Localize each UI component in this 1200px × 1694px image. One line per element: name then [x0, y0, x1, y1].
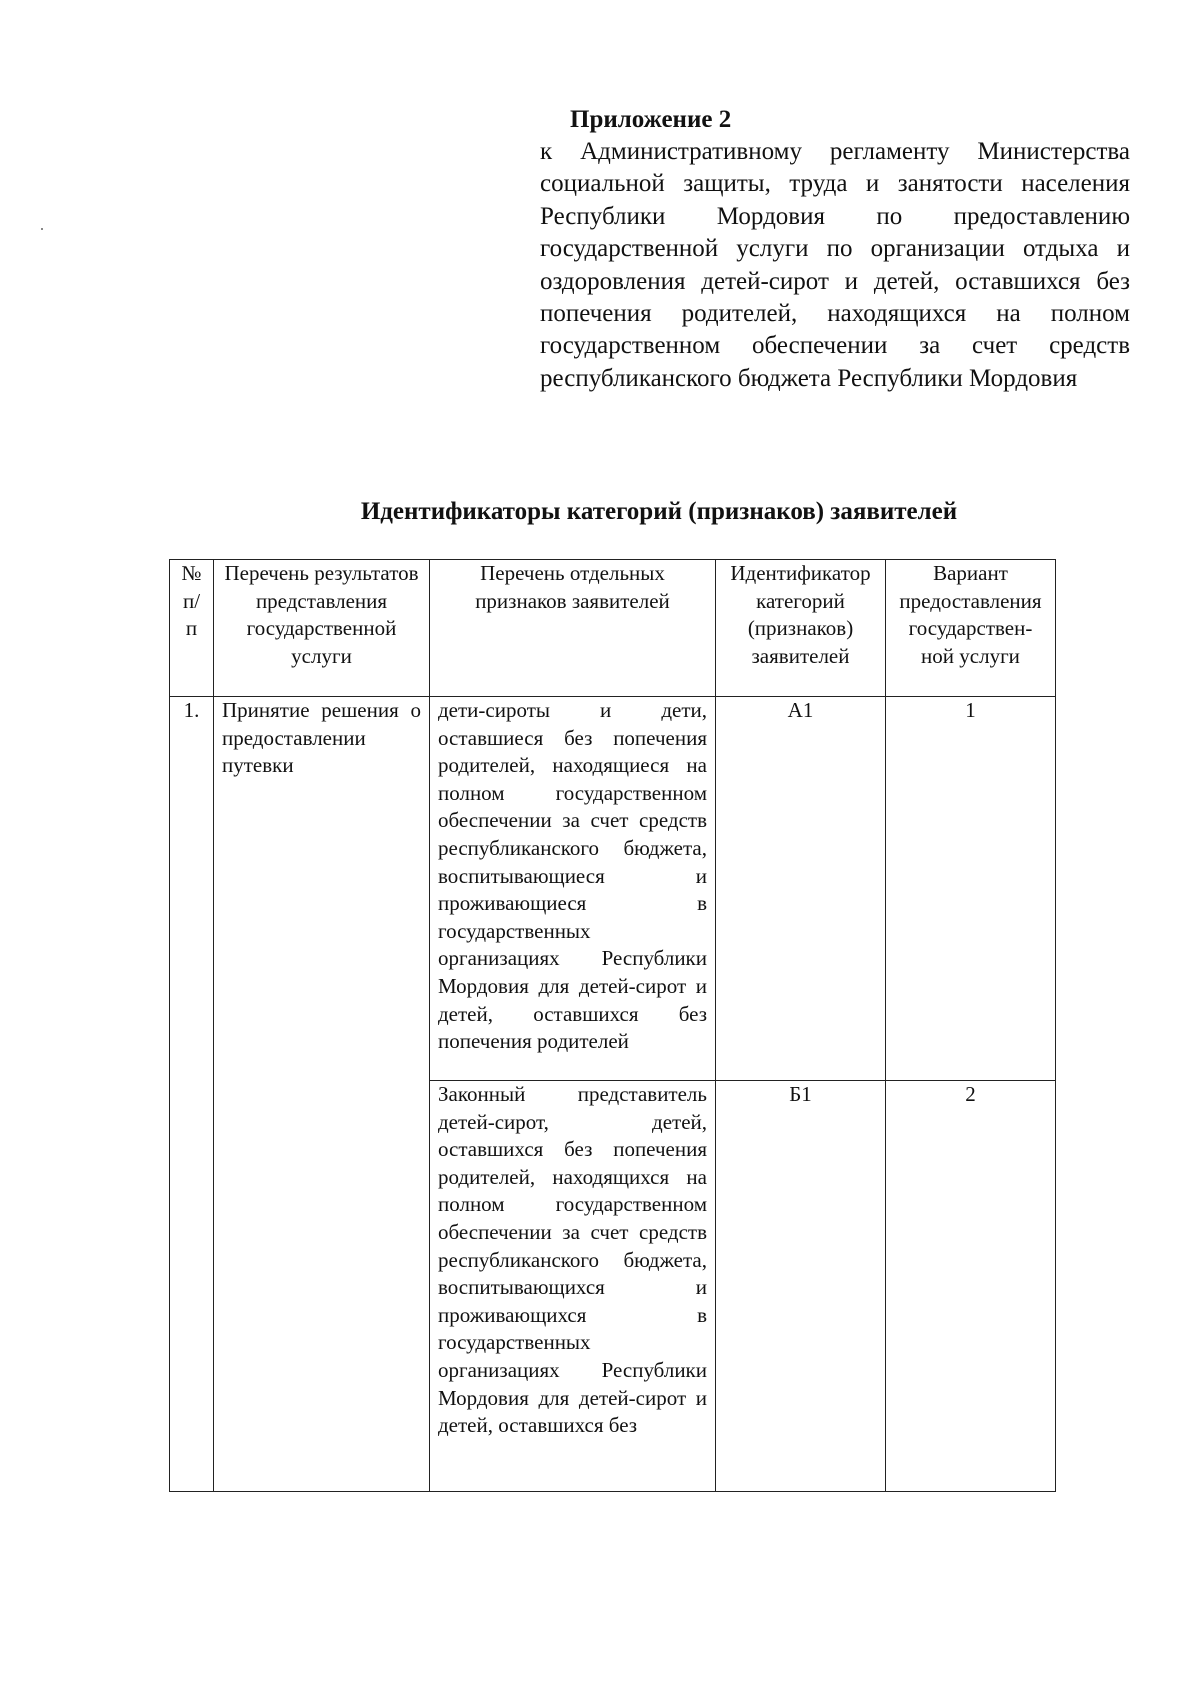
header-results: Перечень результатов представления государственной услуги [214, 560, 430, 697]
table-header-row [170, 560, 1056, 697]
identifier-cell: Б1 [716, 1081, 886, 1492]
variant-cell: 1 [886, 697, 1056, 1081]
header-features: Перечень отдельных признаков заявителей [430, 560, 716, 697]
header-number: № п/п [170, 560, 214, 697]
document-title: Идентификаторы категорий (признаков) заявителей [360, 498, 958, 525]
result-cell: Принятие решения о предоставлении путевки [214, 697, 430, 1492]
applicant-categories-table [169, 559, 1056, 1492]
identifier-cell: А1 [716, 697, 886, 1081]
appendix-header [540, 104, 1130, 395]
row-number: 1. [170, 697, 214, 1492]
header-variant: Вариант предоставления государствен-ной услуги [886, 560, 1056, 697]
variant-cell: 2 [886, 1081, 1056, 1492]
header-identifier: Идентификатор категорий (признаков) заявителей [716, 560, 886, 697]
appendix-title: Приложение 2 [570, 106, 732, 133]
feature-cell: Законный представитель детей-сирот, детей, оставшихся без попечения родителей, находящихся на полном государственном обеспечении за счет средств республиканского бюджета, воспитывающихся и проживающихся в государственных организациях Республики Мордовия для детей-сирот и детей, оставшихся без [430, 1081, 716, 1492]
feature-cell: дети-сироты и дети, оставшиеся без попечения родителей, находящиеся на полном государственном обеспечении за счет средств республиканского бюджета, воспитывающиеся и проживающиеся в государственных организациях Республики Мордовия для детей-сирот и детей, оставшихся без попечения родителей [430, 697, 716, 1081]
scan-speck [41, 228, 43, 230]
table-row [170, 697, 1056, 1081]
appendix-reference-text: к Административному регламенту Министерства социальной защиты, труда и занятости населения Республики Мордовия по предоставлению государственной услуги по организации отдыха и оздоровления детей-сирот и детей, оставшихся без попечения родителей, находящихся на полном государственном обеспечении за счет средств республиканского бюджета Республики Мордовия [540, 138, 1130, 392]
